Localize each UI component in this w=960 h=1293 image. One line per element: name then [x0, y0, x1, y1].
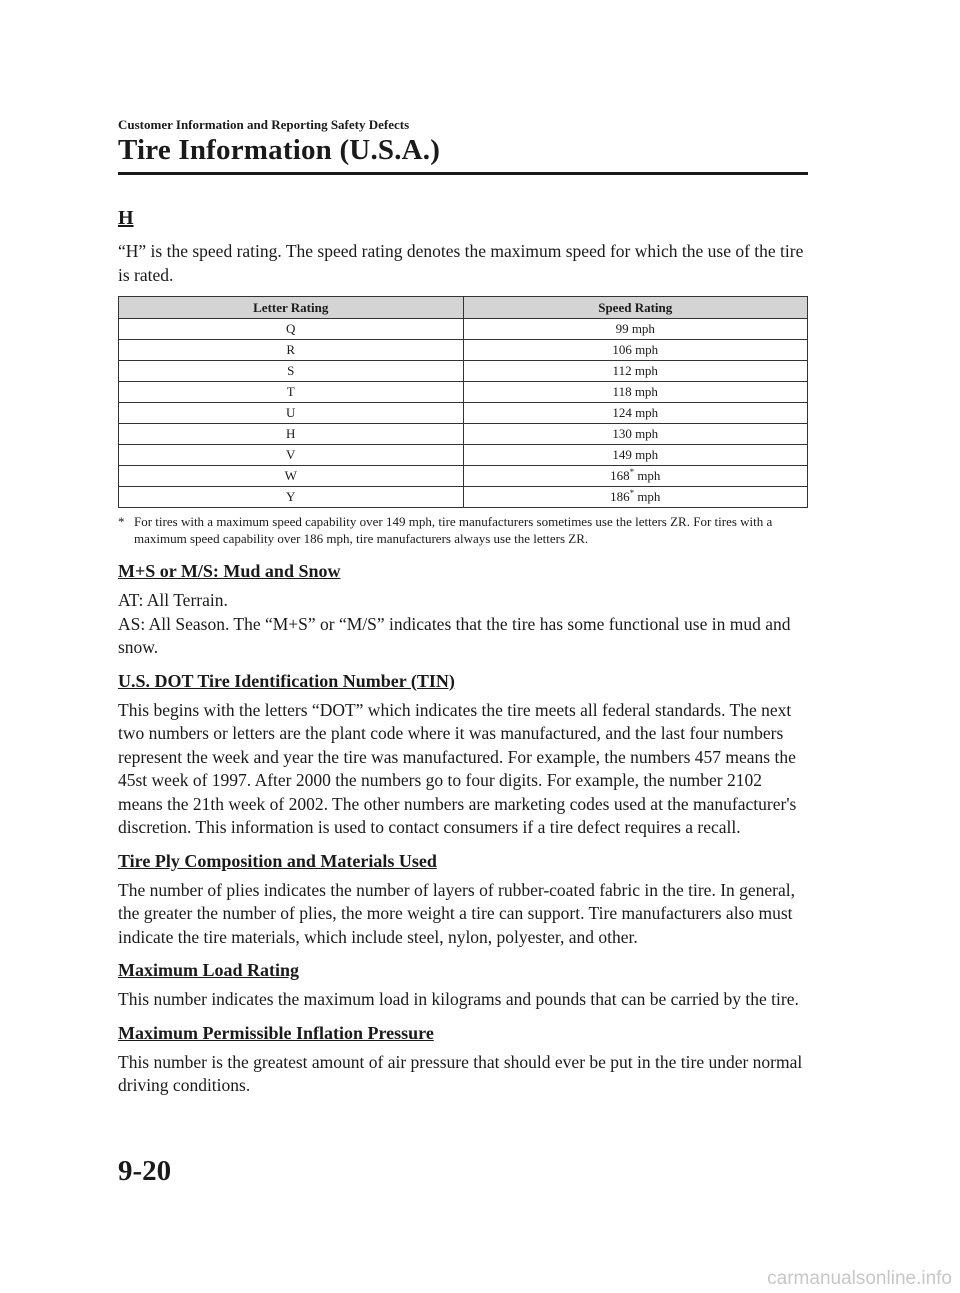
footnote-reference: * — [629, 488, 635, 498]
speed-value: 130 mph — [612, 426, 659, 441]
letter-rating-cell: T — [119, 382, 464, 403]
section-heading: U.S. DOT Tire Identification Number (TIN) — [118, 670, 455, 691]
table-header-row — [119, 297, 808, 319]
section-paragraph: This number indicates the maximum load in kilograms and pounds that can be carried by the tire. — [118, 989, 799, 1009]
footnote-reference: * — [629, 467, 635, 477]
letter-rating-cell: U — [119, 403, 464, 424]
title-divider — [118, 172, 808, 175]
speed-rating-cell — [463, 382, 808, 403]
speed-value: 118 mph — [612, 384, 658, 399]
table-body — [119, 319, 808, 508]
letter-rating-cell: V — [119, 445, 464, 466]
speed-rating-table — [118, 296, 808, 508]
table-row — [119, 466, 808, 487]
letter-rating-cell: Q — [119, 319, 464, 340]
speed-value: 106 mph — [612, 342, 659, 357]
section-list — [118, 559, 808, 1098]
section-paragraph: AS: All Season. The “M+S” or “M/S” indicates that the tire has some functional use in mud and snow. — [118, 613, 791, 657]
letter-rating-cell: H — [119, 424, 464, 445]
section-label: Customer Information and Reporting Safety Defects — [118, 117, 410, 132]
speed-rating-description: “H” is the speed rating. The speed rating denotes the maximum speed for which the use of the tire is rated. — [118, 241, 804, 285]
table-footnote — [118, 513, 808, 547]
watermark: carmanualsonline.info — [767, 1268, 952, 1289]
table-row — [119, 319, 808, 340]
section-heading: Maximum Permissible Inflation Pressure — [118, 1022, 434, 1043]
speed-value: 168 — [610, 468, 630, 483]
table-row — [119, 403, 808, 424]
speed-rating-cell — [463, 319, 808, 340]
speed-rating-heading: H — [118, 207, 134, 229]
speed-unit: mph — [634, 489, 661, 504]
speed-unit: mph — [634, 468, 661, 483]
table-row — [119, 382, 808, 403]
letter-rating-cell: S — [119, 361, 464, 382]
letter-rating-cell: R — [119, 340, 464, 361]
page-title: Tire Information (U.S.A.) — [118, 134, 441, 166]
section-paragraph: This number is the greatest amount of air pressure that should ever be put in the tire under normal driving conditions. — [118, 1051, 803, 1095]
speed-rating-cell — [463, 403, 808, 424]
section-heading: M+S or M/S: Mud and Snow — [118, 561, 341, 581]
section-heading: Maximum Load Rating — [118, 960, 300, 980]
page-number: 9-20 — [118, 1155, 172, 1187]
speed-value: 149 mph — [612, 447, 659, 462]
speed-value: 112 mph — [612, 363, 658, 378]
main-content — [118, 205, 808, 1107]
table-row — [119, 424, 808, 445]
section-heading: Tire Ply Composition and Materials Used — [118, 850, 437, 871]
speed-rating-cell — [463, 445, 808, 466]
column-header-speed: Speed Rating — [463, 297, 808, 319]
speed-rating-cell — [463, 340, 808, 361]
table-row — [119, 487, 808, 508]
section-paragraph: The number of plies indicates the number of layers of rubber-coated fabric in the tire. In general, the greater the number of plies, the more weight a tire can support. Tire manufacturers also must indicate the tire materials, which include steel, nylon, polyester, and other. — [118, 879, 796, 947]
table-row — [119, 445, 808, 466]
table-row — [119, 361, 808, 382]
speed-value: 124 mph — [612, 405, 659, 420]
footnote-text: For tires with a maximum speed capability over 149 mph, tire manufacturers sometimes use the letters ZR. For tires with a maximum speed capability over 186 mph, tire manufacturers always use the letters ZR. — [134, 514, 773, 546]
speed-rating-cell — [463, 424, 808, 445]
section-paragraph: This begins with the letters “DOT” which indicates the tire meets all federal standards. The next two numbers or letters are the plant code where it was manufactured, and the last four numbers represent the week and year the tire was manufactured. For example, the numbers 457 means the 45st week of 1997. After 2000 the numbers go to four digits. For example, the number 2102 means the 21th week of 2002. The other numbers are marketing codes used at the manufacturer's discretion. This information is used to contact consumers if a tire defect requires a recall. — [118, 699, 797, 837]
speed-rating-cell — [463, 361, 808, 382]
letter-rating-cell: W — [119, 466, 464, 487]
speed-value: 99 mph — [615, 321, 655, 336]
letter-rating-cell: Y — [119, 487, 464, 508]
speed-value: 186 — [610, 489, 630, 504]
column-header-letter: Letter Rating — [119, 297, 464, 319]
table-row — [119, 340, 808, 361]
section-paragraph: AT: All Terrain. — [118, 590, 228, 610]
speed-rating-cell — [463, 466, 808, 487]
footnote-mark: * — [118, 514, 125, 529]
speed-rating-cell — [463, 487, 808, 508]
